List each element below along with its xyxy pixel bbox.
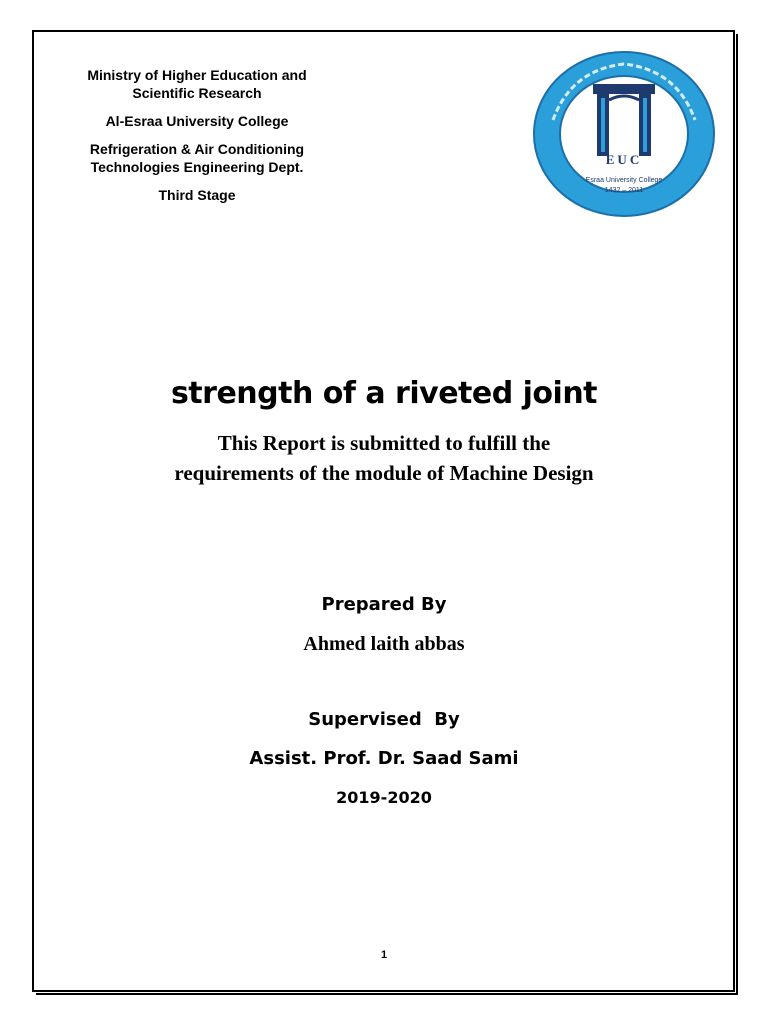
author-name: Ahmed laith abbas <box>303 633 465 655</box>
supervisor-name: Assist. Prof. Dr. Saad Sami <box>249 748 519 769</box>
logo-acronym: EUC <box>605 152 643 167</box>
department-line-2: Technologies Engineering Dept. <box>90 159 304 175</box>
logo-years: 1432 – 2011 <box>604 187 644 194</box>
university-logo <box>531 50 717 218</box>
ministry-line-2: Scientific Research <box>132 85 262 101</box>
subtitle-line-2: requirements of the module of Machine Design <box>174 461 594 485</box>
stage: Third Stage <box>158 187 236 203</box>
report-title: strength of a riveted joint <box>170 376 598 411</box>
institution-header <box>66 66 328 204</box>
page-number: 1 <box>380 949 388 961</box>
subtitle-line-1: This Report is submitted to fulfill the <box>217 431 551 455</box>
logo-name: Esraa University College <box>585 177 663 184</box>
supervised-by-label: Supervised By <box>308 709 460 730</box>
college-name: Al-Esraa University College <box>105 113 289 129</box>
prepared-by-label: Prepared By <box>321 594 447 615</box>
report-subtitle <box>100 428 668 488</box>
academic-year: 2019-2020 <box>336 788 432 807</box>
ministry-line-1: Ministry of Higher Education and <box>87 67 307 83</box>
department-line-1: Refrigeration & Air Conditioning <box>89 141 305 157</box>
